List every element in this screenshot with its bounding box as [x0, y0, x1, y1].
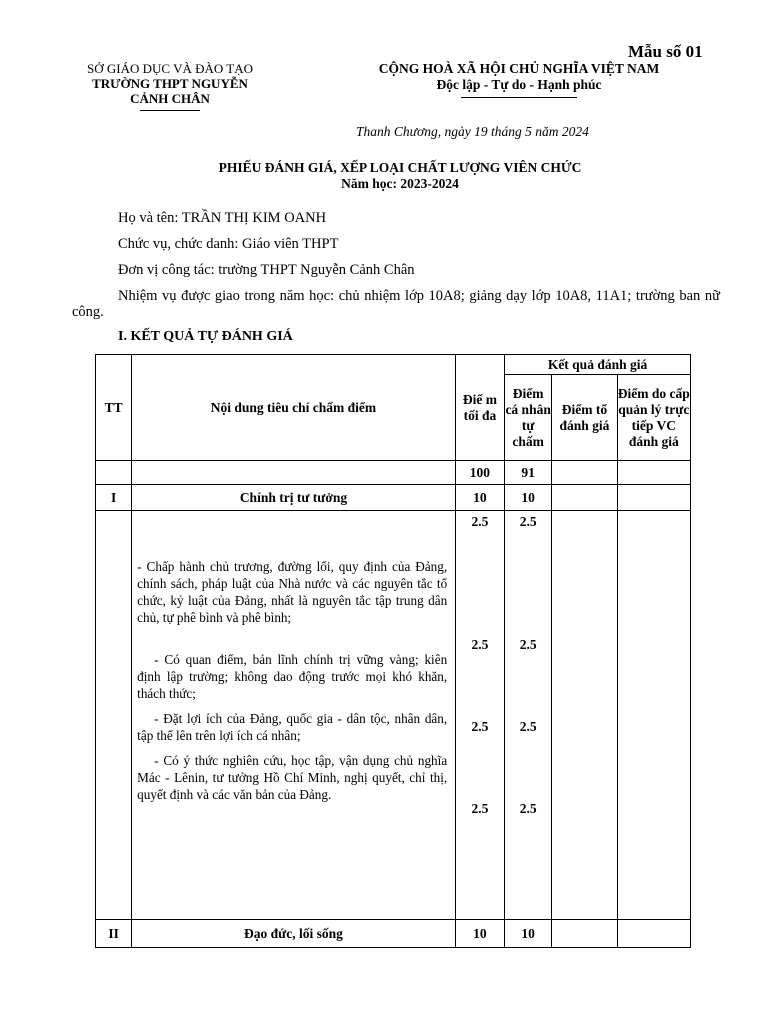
criteria-max-points [455, 511, 504, 920]
evaluation-table [95, 354, 691, 948]
place-date: Thanh Chương, ngày 19 tháng 5 năm 2024 [356, 124, 589, 139]
section-1-title: Chính trị tư tưởng [132, 485, 456, 511]
criterion-3: - Đặt lợi ích của Đảng, quốc gia - dân tộc, nhân dân, tập thể lên trên lợi ích cá nhân; [137, 711, 448, 743]
school-year: Năm học: 2023-2024 [341, 176, 459, 191]
header-manager-score: Điểm do cấp quản lý trực tiếp VC đánh giá [617, 375, 690, 461]
header-tt: TT [96, 355, 132, 461]
agency-header [60, 61, 280, 111]
header-self-score: Điểm cá nhân tự chấm [505, 375, 552, 461]
criterion-1: - Chấp hành chủ trương, đường lối, quy định của Đảng, chính sách, pháp luật của Nhà nước và các nguyên tắc tổ chức, kỷ luật của Đảng, nhất là nguyên tắc tập trung dân chủ, tự phê bình và phê bình; [137, 559, 448, 625]
document-title-block [120, 160, 680, 192]
total-row [96, 461, 691, 485]
criterion-2: - Có quan điểm, bản lĩnh chính trị vững vàng; kiên định lập trường; không dao động trước mọi khó khăn, thách thức; [137, 652, 448, 701]
motto-underline [461, 97, 577, 98]
criterion-2-max: 2.5 [471, 637, 489, 652]
criterion-3-self: 2.5 [519, 719, 537, 734]
info-name: Họ và tên: TRẦN THỊ KIM OANH [118, 210, 327, 226]
header-content: Nội dung tiêu chí chấm điểm [132, 355, 456, 461]
criterion-4-max: 2.5 [471, 801, 489, 816]
info-position: Chức vụ, chức danh: Giáo viên THPT [118, 236, 339, 252]
section-1-max-score: 10 [455, 485, 504, 511]
criterion-1-self: 2.5 [519, 514, 537, 529]
national-motto: Độc lập - Tự do - Hạnh phúc [436, 77, 602, 92]
agency-underline [140, 110, 200, 111]
criteria-cell [132, 511, 456, 920]
header-team-score: Điểm tổ đánh giá [552, 375, 617, 461]
document-title: PHIẾU ĐÁNH GIÁ, XẾP LOẠI CHẤT LƯỢNG VIÊN CHỨC [218, 160, 582, 175]
section-2-number: II [96, 920, 132, 948]
criterion-4: - Có ý thức nghiên cứu, học tập, vận dụng chủ nghĩa Mác - Lênin, tư tưởng Hồ Chí Minh, nghị quyết, chỉ thị, quyết định và các văn bản của Đảng. [137, 753, 448, 802]
section-1-number: I [96, 485, 132, 511]
total-max-score: 100 [455, 461, 504, 485]
school-name-line-1: TRƯỜNG THPT NGUYỄN [92, 76, 248, 91]
section-2-max-score: 10 [455, 920, 504, 948]
info-duty: Nhiệm vụ được giao trong năm học: chủ nhiệm lớp 10A8; giảng dạy lớp 10A8, 11A1; trường ban nữ công. [72, 288, 720, 320]
criteria-self-points [505, 511, 552, 920]
criteria-row [96, 511, 691, 920]
section-2-row [96, 920, 691, 948]
header-max-score: Điể m tối đa [455, 355, 504, 461]
national-title: CỘNG HOÀ XÃ HỘI CHỦ NGHĨA VIỆT NAM [378, 61, 660, 76]
info-unit: Đơn vị công tác: trường THPT Nguyễn Cảnh Chân [118, 262, 415, 278]
criterion-2-self: 2.5 [519, 637, 537, 652]
section-2-title: Đạo đức, lối sống [132, 920, 456, 948]
agency-line-1: SỞ GIÁO DỤC VÀ ĐÀO TẠO [87, 61, 253, 76]
section-title: I. KẾT QUẢ TỰ ĐÁNH GIÁ [118, 329, 293, 344]
section-2-self-score: 10 [505, 920, 552, 948]
criterion-3-max: 2.5 [471, 719, 489, 734]
criterion-1-max: 2.5 [471, 514, 489, 529]
total-self-score: 91 [505, 461, 552, 485]
criterion-4-self: 2.5 [519, 801, 537, 816]
school-name-line-2: CẢNH CHÂN [130, 91, 210, 106]
national-header [356, 61, 682, 98]
header-result-group: Kết quả đánh giá [505, 355, 691, 375]
section-1-self-score: 10 [505, 485, 552, 511]
form-number: Mẫu số 01 [628, 42, 703, 61]
section-1-row [96, 485, 691, 511]
